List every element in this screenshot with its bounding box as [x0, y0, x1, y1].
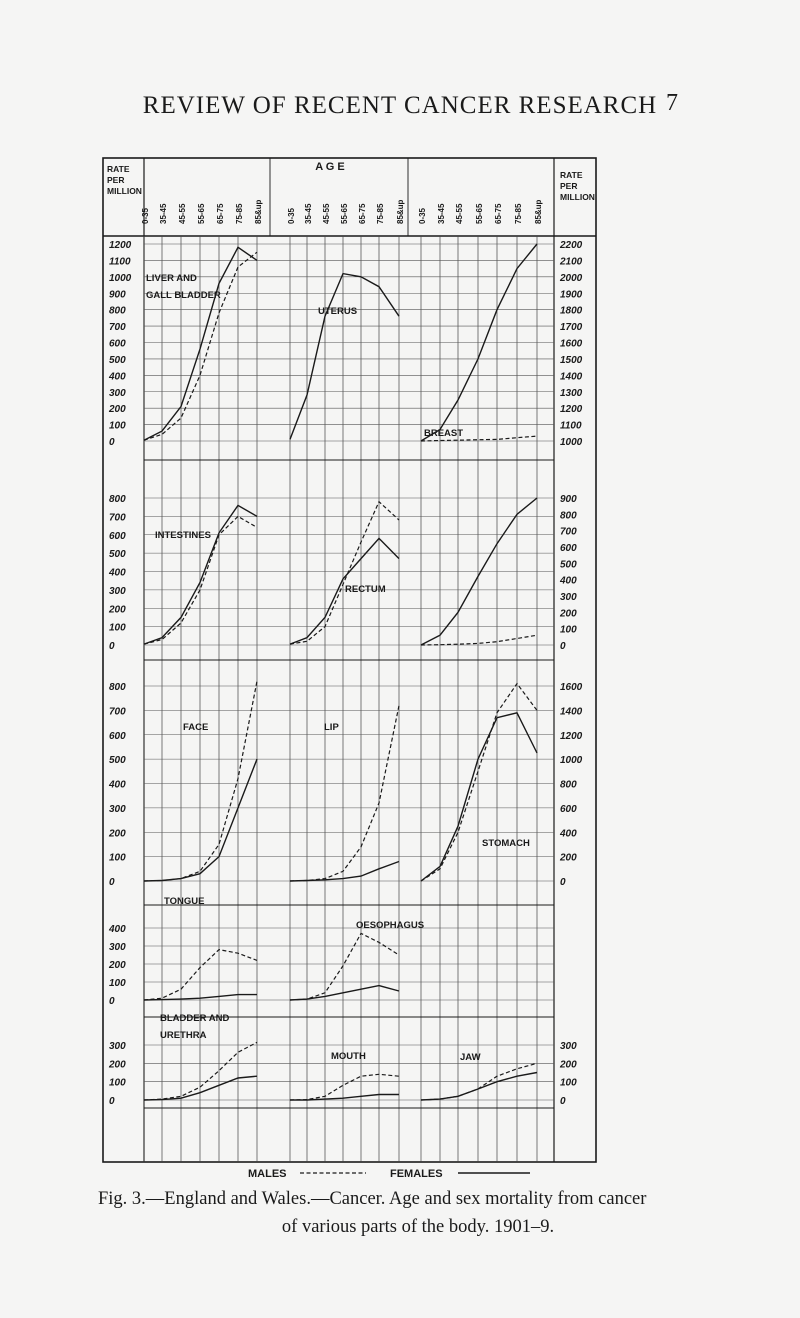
age-tick-label: 35-45: [304, 203, 313, 224]
page-number: 7: [666, 90, 678, 116]
age-tick-label: 85&up: [534, 199, 543, 224]
series-label: URETHRA: [160, 1030, 207, 1041]
left-tick-label: 1200: [109, 240, 132, 251]
left-tick-label: 100: [109, 978, 126, 989]
right-tick-label: 500: [560, 559, 577, 571]
right-tick-label: 1100: [560, 420, 582, 432]
right-tick-label: 2000: [560, 272, 583, 284]
series-oesophagus-males: [290, 933, 399, 1000]
right-tick-label: 700: [560, 526, 577, 538]
right-tick-label: 1000: [560, 755, 583, 767]
age-tick-label: 55-65: [340, 203, 349, 224]
right-tick-label: 400: [560, 575, 577, 587]
series-rectum-males: [290, 502, 399, 644]
left-tick-label: 300: [109, 942, 126, 953]
left-tick-label: 700: [109, 706, 126, 718]
left-tick-label: 1100: [109, 256, 131, 268]
age-tick-label: 65-75: [358, 203, 367, 224]
series-label: INTESTINES: [155, 530, 211, 541]
right-tick-label: 0: [560, 641, 566, 652]
left-rate-title: RATE: [107, 164, 130, 174]
left-tick-label: 600: [109, 530, 126, 542]
series-label: LIP: [324, 722, 339, 733]
series-lip-males: [290, 706, 399, 882]
left-tick-label: 700: [109, 322, 126, 334]
age-tick-label: 55-65: [475, 203, 484, 224]
right-tick-label: 200: [560, 852, 577, 864]
series-label: RECTUM: [345, 584, 386, 595]
left-tick-label: 800: [109, 682, 126, 693]
left-tick-label: 800: [109, 494, 126, 505]
age-tick-label: 55-65: [197, 203, 206, 224]
right-tick-label: 1800: [560, 305, 583, 317]
left-tick-label: 400: [109, 779, 126, 791]
left-tick-label: 500: [109, 354, 126, 366]
left-tick-label: 600: [109, 730, 126, 742]
right-tick-label: 1000: [560, 437, 583, 448]
age-tick-label: 45-55: [455, 203, 464, 224]
age-tick-label: 75-85: [376, 203, 385, 224]
series-label: GALL BLADDER: [146, 290, 221, 301]
age-tick-label: 75-85: [514, 203, 523, 224]
left-tick-label: 200: [109, 604, 126, 616]
right-tick-label: 200: [560, 608, 577, 620]
left-tick-label: 100: [109, 1077, 126, 1089]
left-tick-label: 400: [109, 567, 126, 579]
age-tick-label: 45-55: [322, 203, 331, 224]
series-face-males: [144, 681, 257, 881]
right-tick-label: 900: [560, 494, 577, 505]
left-tick-label: 200: [109, 1059, 126, 1071]
age-tick-label: 65-75: [216, 203, 225, 224]
series-mouth-males: [290, 1074, 399, 1100]
legend-females-label: FEMALES: [390, 1168, 443, 1180]
age-tick-label: 35-45: [437, 203, 446, 224]
age-tick-label: 65-75: [494, 203, 503, 224]
series-oesophagus-females: [290, 986, 399, 1000]
left-tick-label: 200: [109, 404, 126, 416]
left-rate-title: PER: [107, 175, 125, 185]
left-tick-label: 300: [109, 1041, 126, 1052]
left-tick-label: 200: [109, 960, 126, 971]
left-tick-label: 500: [109, 755, 126, 767]
series-label: JAW: [460, 1052, 481, 1063]
series-tongue-males: [144, 950, 257, 1000]
series-label: MOUTH: [331, 1051, 366, 1062]
right-tick-label: 800: [560, 510, 577, 522]
series-uterus-females: [290, 274, 399, 440]
left-tick-label: 0: [109, 437, 115, 448]
left-tick-label: 500: [109, 549, 126, 561]
left-tick-label: 900: [109, 289, 126, 301]
left-tick-label: 800: [109, 305, 126, 317]
left-tick-label: 300: [109, 387, 126, 399]
left-tick-label: 100: [109, 420, 126, 432]
series-stomach-males: [421, 684, 537, 881]
series-tongue-females: [144, 995, 257, 1000]
series-label: STOMACH: [482, 838, 530, 849]
series-stomach-females: [421, 713, 537, 881]
running-head: REVIEW OF RECENT CANCER RESEARCH: [142, 92, 658, 119]
right-tick-label: 1400: [560, 706, 583, 718]
left-tick-label: 300: [109, 585, 126, 597]
series-label: TONGUE: [164, 896, 205, 907]
left-tick-label: 400: [109, 371, 126, 383]
series-label: BLADDER AND: [160, 1013, 230, 1024]
right-tick-label: 1900: [560, 289, 583, 301]
right-tick-label: 1700: [560, 322, 583, 334]
left-tick-label: 0: [109, 641, 115, 652]
right-tick-label: 1600: [560, 682, 583, 693]
right-tick-label: 2200: [560, 240, 583, 251]
age-tick-label: 35-45: [159, 203, 168, 224]
age-tick-label: 0-35: [287, 207, 296, 224]
age-title: A G E: [315, 161, 345, 173]
right-tick-label: 1200: [560, 730, 583, 742]
series-label: UTERUS: [318, 306, 358, 317]
series-face-females: [144, 759, 257, 881]
age-tick-label: 0-35: [418, 207, 427, 224]
left-tick-label: 200: [109, 828, 126, 840]
left-rate-title: MILLION: [107, 186, 142, 196]
right-tick-label: 800: [560, 779, 577, 791]
right-tick-label: 0: [560, 877, 566, 888]
right-tick-label: 1200: [560, 404, 583, 416]
right-tick-label: 300: [560, 592, 577, 603]
figure-caption: [98, 1185, 738, 1241]
series-jaw-females: [421, 1073, 537, 1101]
left-tick-label: 100: [109, 852, 126, 864]
series-label: BREAST: [424, 428, 464, 439]
right-tick-label: 400: [560, 828, 577, 840]
caption-line-2: of various parts of the body. 1901–9.: [281, 1217, 555, 1237]
right-rate-title: RATE: [560, 170, 583, 180]
series-lip-females: [290, 862, 399, 882]
right-tick-label: 1600: [560, 338, 583, 350]
right-tick-label: 1300: [560, 387, 583, 399]
right-rate-title: PER: [560, 181, 578, 191]
series-label: FACE: [183, 722, 209, 733]
age-tick-label: 75-85: [235, 203, 244, 224]
right-tick-label: 600: [560, 803, 577, 815]
left-tick-label: 1000: [109, 272, 132, 284]
age-tick-label: 0-35: [141, 207, 150, 224]
right-tick-label: 2100: [560, 256, 583, 268]
left-tick-label: 0: [109, 877, 115, 888]
right-tick-label: 300: [560, 1041, 577, 1052]
age-tick-label: 45-55: [178, 203, 187, 224]
right-tick-label: 1400: [560, 371, 583, 383]
left-tick-label: 100: [109, 622, 126, 634]
series-label: LIVER AND: [146, 273, 197, 284]
right-tick-label: 200: [560, 1059, 577, 1071]
series-bladder-and-urethra-females: [144, 1076, 257, 1100]
right-rate-title: MILLION: [560, 192, 595, 202]
caption-line-1: Fig. 3.—England and Wales.—Cancer. Age and sex mortality from cancer: [98, 1189, 647, 1209]
left-tick-label: 0: [109, 1096, 115, 1107]
left-tick-label: 700: [109, 512, 126, 524]
age-tick-label: 85&up: [396, 199, 405, 224]
right-tick-label: 600: [560, 543, 577, 554]
age-tick-label: 85&up: [254, 199, 263, 224]
right-tick-label: 100: [560, 624, 577, 636]
left-tick-label: 600: [109, 338, 126, 350]
left-tick-label: 0: [109, 996, 115, 1007]
legend-males-label: MALES: [248, 1168, 287, 1180]
left-tick-label: 400: [109, 924, 126, 935]
series-bladder-and-urethra-males: [144, 1042, 257, 1100]
series-label: OESOPHAGUS: [356, 920, 425, 931]
right-tick-label: 100: [560, 1077, 577, 1089]
right-tick-label: 1500: [560, 354, 583, 366]
right-tick-label: 0: [560, 1096, 566, 1107]
series-intestines-females: [144, 505, 257, 644]
left-tick-label: 300: [109, 803, 126, 815]
